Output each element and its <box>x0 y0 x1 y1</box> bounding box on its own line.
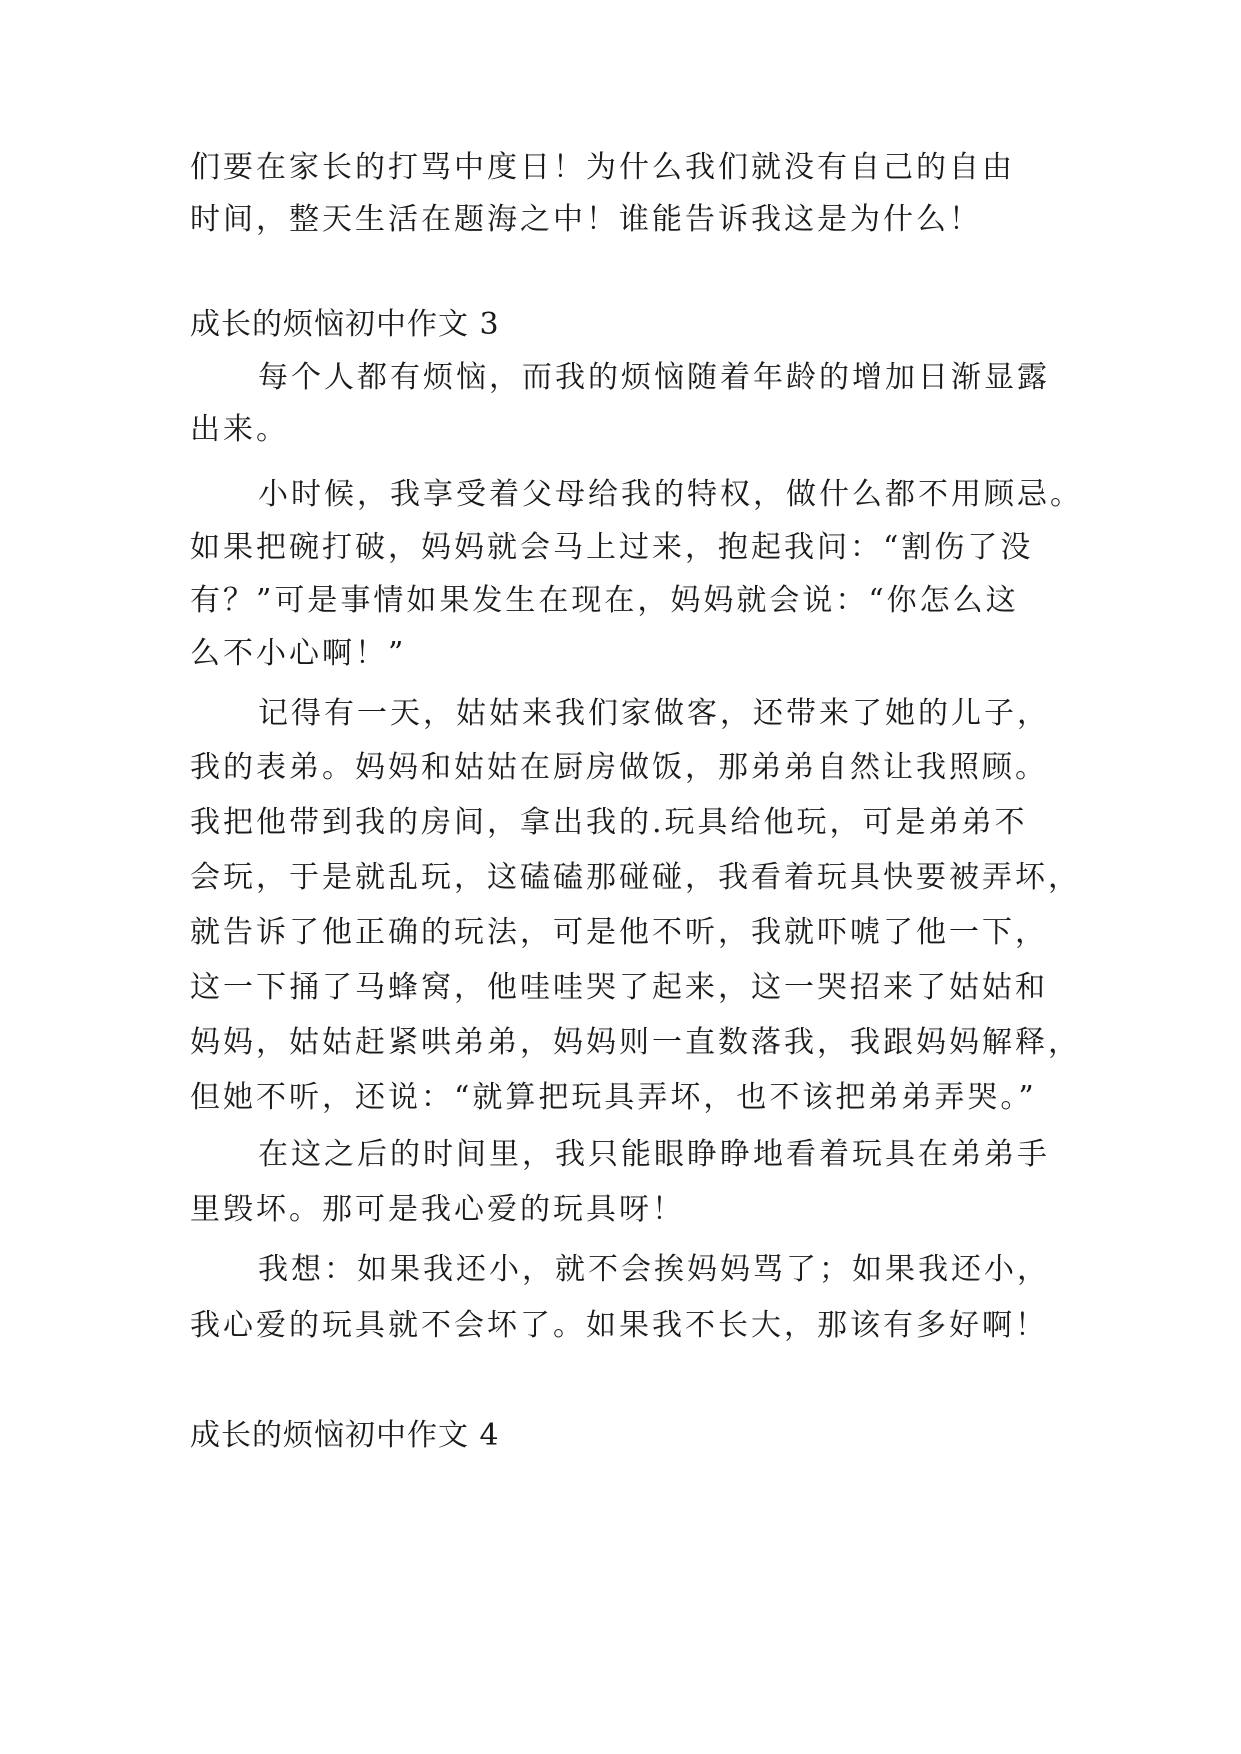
text-line: 记得有一天，姑姑来我们家做客，还带来了她的儿子， <box>258 696 1050 731</box>
text-line: 就告诉了他正确的玩法，可是他不听，我就吓唬了他一下， <box>190 915 1048 950</box>
text-line: 我把他带到我的房间，拿出我的.玩具给他玩，可是弟弟不 <box>190 805 1028 840</box>
section-heading: 成长的烦恼初中作文 3 <box>190 307 500 342</box>
section-heading: 成长的烦恼初中作文 4 <box>190 1418 500 1453</box>
text-line: 出来。 <box>190 412 289 447</box>
text-line: 小时候，我享受着父母给我的特权，做什么都不用顾忌。 <box>258 477 1083 512</box>
text-line: 么不小心啊！” <box>190 636 407 671</box>
text-line: 我心爱的玩具就不会坏了。如果我不长大，那该有多好啊！ <box>190 1308 1048 1343</box>
text-line: 们要在家长的打骂中度日！为什么我们就没有自己的自由 <box>190 150 1015 185</box>
text-line: 有？”可是事情如果发生在现在，妈妈就会说：“你怎么这 <box>190 583 1019 618</box>
text-line: 会玩，于是就乱玩，这磕磕那碰碰，我看着玩具快要被弄坏， <box>190 860 1081 895</box>
text-line: 如果把碗打破，妈妈就会马上过来，抱起我问：“割伤了没 <box>190 530 1034 565</box>
text-line: 每个人都有烦恼，而我的烦恼随着年龄的增加日渐显露 <box>258 360 1050 395</box>
text-line: 在这之后的时间里，我只能眼睁睁地看着玩具在弟弟手 <box>258 1137 1050 1172</box>
text-line: 这一下捅了马蜂窝，他哇哇哭了起来，这一哭招来了姑姑和 <box>190 970 1048 1005</box>
text-line: 妈妈，姑姑赶紧哄弟弟，妈妈则一直数落我，我跟妈妈解释， <box>190 1025 1081 1060</box>
text-line: 我的表弟。妈妈和姑姑在厨房做饭，那弟弟自然让我照顾。 <box>190 750 1048 785</box>
text-line: 我想：如果我还小，就不会挨妈妈骂了；如果我还小， <box>258 1252 1050 1287</box>
text-line: 时间，整天生活在题海之中！谁能告诉我这是为什么！ <box>190 202 982 237</box>
text-line: 但她不听，还说：“就算把玩具弄坏，也不该把弟弟弄哭。” <box>190 1080 1037 1115</box>
text-line: 里毁坏。那可是我心爱的玩具呀！ <box>190 1192 685 1227</box>
